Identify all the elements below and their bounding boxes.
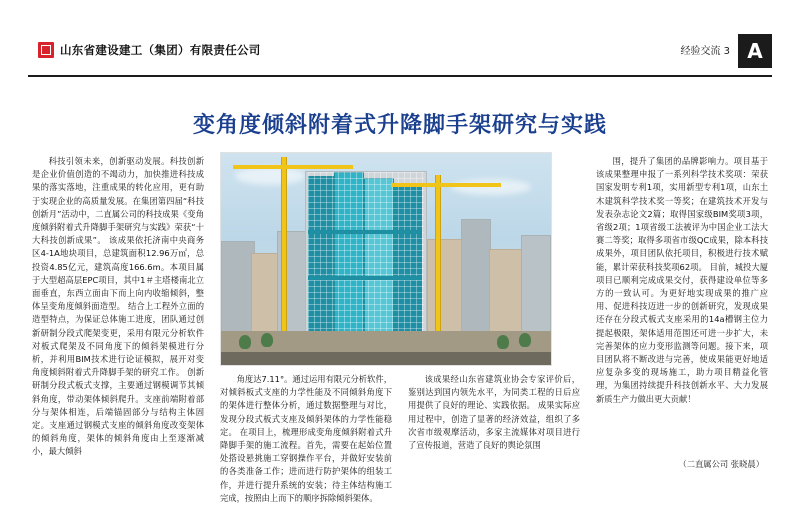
body-paragraph: 科技引领未来，创新驱动发展。科技创新是企业价值创造的不竭动力，加快推进科技成果的落实落地，注重成果的转化应用，更有助于实现企业的高质量发展。在集团第四届“科技创新月”活动中，二直属公司的科技成果《变角度倾斜附着式升降脚手架研究与实践》荣获“十大科技创新成果”。 该成果依托济南中央商务区4-1A地块项目，总建筑面积12.96万㎡，总投资4.85亿元，建筑高度166.6m。本项目属于大型超高层EPC项目，其中1＃主塔楼南北立面垂直，东西立面由下而上向内收缩倾斜，整体呈变角度倾斜面造型。 结合上工程外立面的造型特点，为保证总体施工进度，团队通过创新研制分段式爬架变更，采用有限元分析软件对板式爬架及不同角度下的倾斜架模进行分析，并利用BIM技术进行论证模拟，展开对变角度倾斜附着式升降脚手架的研究工作。 创新研制分段式板式支撑，主要通过钢模调节其倾斜角度，带动架体倾斜爬升。支座前端附着部分与架体相连，后端锚固部分与结构主体固定。支座通过钢模式支座的倾斜角度改变架体的倾斜角度，架体的倾斜角度由上至逐渐减小，最大倾斜 (32, 156, 204, 457)
body-column-1 (32, 155, 204, 459)
company-masthead (38, 42, 261, 58)
body-paragraph: 该成果经山东省建筑业协会专家评价后，鉴别达到国内领先水平，为同类工程的日后应用提供了良好的理论、实践依据。 成果实际应用过程中，创造了显著的经济效益，组织了多次省市级观摩活动，多家主流媒体对项目进行了宣传报道，营造了良好的舆论氛围 (408, 374, 580, 451)
corner-badge: A (738, 34, 772, 68)
body-paragraph: 围，提升了集团的品牌影响力。项目基于该成果整理申报了一系列科学技术奖项：荣获国家发明专利1项，实用新型专利1项，山东土木建筑科学技术奖一等奖；在建筑技术开发与发表杂志论文2篇；取得国家级BIM奖项3项，省级2项；1项省级工法被评为中国企业工法大赛二等奖；取得多项省市级QC成果，除本科技成果外，项目团队依托项目，积极进行技术赋能，累计荣获科技奖项62项。 目前，城投大厦项目已顺利完成成果交付，获得建设单位等多方的一致认可。为更好地实现成果的推广应用、促进科技迈进一步的创新研究，发现成果还存在分段式板式支座采用的14a槽钢主位力提起极限，架体适用范围还可进一步扩大，未完善架体的应力变形监测等问题。接下来，项目团队将不断改进与完善，使成果能更好地适应复杂多变的现场施工，助力项目精益化管理，为集团持续提升科技创新水平、大力发展新质生产力做出更大贡献！ (596, 156, 768, 404)
article-body (32, 155, 768, 503)
article-title: 变角度倾斜附着式升降脚手架研究与实践 (192, 113, 607, 138)
header-right-group (680, 34, 772, 68)
red-square-logo-icon (38, 42, 54, 58)
section-label: 经验交流 3 (680, 45, 730, 57)
article-signature: （二直属公司 张晓晨） (678, 459, 764, 469)
body-column-2 (220, 373, 392, 505)
company-name: 山东省建设建工（集团）有限责任公司 (60, 43, 261, 57)
body-paragraph: 角度达7.11°。通过运用有限元分析软件，对倾斜板式支座的力学性能及不同倾斜角度下的架体进行整体分析，通过数据整理与对比，发现分段式板式支座及倾斜架体的力学性能稳定。 在项目上，梳理形成变角度倾斜附着式升降脚手架的施工流程。首先，需要在起始位置处搭设悬挑施工穿钢操作平台，并做好安装前的各类准备工作；进而进行防护架体的组装工作，并进行提升系统的安装；待主体结构施工完成，按照由上而下的顺序拆除倾斜架体。 (220, 374, 392, 503)
page-header (28, 34, 772, 78)
body-column-4 (596, 155, 768, 406)
body-column-3 (408, 373, 580, 452)
header-divider (28, 75, 772, 77)
